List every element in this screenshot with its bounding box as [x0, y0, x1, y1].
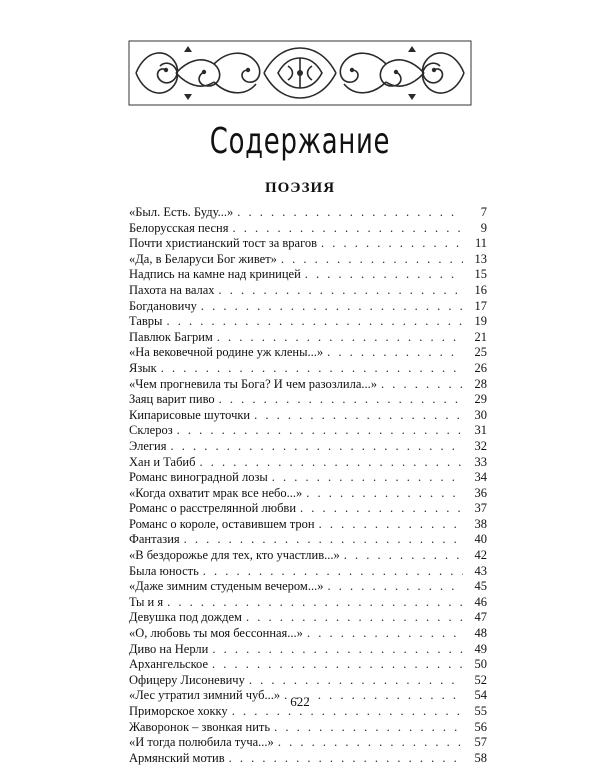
toc-entry: [129, 517, 487, 533]
dot-leader: [219, 283, 463, 299]
toc-entry-page: 38: [474, 516, 487, 531]
dot-leader: [319, 517, 463, 533]
dot-leader: [161, 361, 463, 377]
dot-leader: [166, 314, 463, 330]
dot-leader: [321, 236, 463, 252]
dot-leader: [307, 626, 463, 642]
toc-entry-page: 46: [474, 594, 487, 609]
dot-leader: [201, 299, 463, 315]
toc-entry-page: 19: [474, 314, 487, 329]
toc-entry-page: 34: [474, 470, 487, 485]
toc-entry: [129, 408, 487, 424]
toc-entry: [129, 455, 487, 471]
toc-entry-title: Ты и я: [129, 594, 164, 609]
dot-leader: [327, 579, 463, 595]
toc-entry-title: «И тогда полюбила туча...»: [129, 735, 274, 750]
dot-leader: [281, 252, 463, 268]
toc-entry-title: Хан и Табиб: [129, 454, 196, 469]
toc-entry-title: Язык: [129, 360, 157, 375]
toc-entry-title: «Был. Есть. Буду...»: [129, 205, 234, 219]
toc-entry: [129, 626, 487, 642]
toc-entry-page: 7: [480, 205, 487, 219]
toc-entry-page: 58: [474, 750, 487, 765]
dot-leader: [200, 455, 464, 471]
toc-entry: [129, 205, 487, 221]
toc-entry-title: Романс о короле, оставившем трон: [129, 516, 315, 531]
toc-entry-page: 21: [474, 329, 487, 344]
toc-entry: [129, 423, 487, 439]
toc-entry-title: Павлюк Багрим: [129, 329, 213, 344]
toc-entry-page: 28: [474, 376, 487, 391]
toc-entry-title: Фантазия: [129, 532, 180, 547]
toc-entry: [129, 657, 487, 673]
toc-entry-title: Была юность: [129, 563, 199, 578]
toc-entry: [129, 735, 487, 751]
dot-leader: [327, 345, 463, 361]
dot-leader: [233, 221, 464, 237]
toc-entry-title: Белорусская песня: [129, 220, 229, 235]
toc-entry-title: Тавры: [129, 314, 163, 329]
toc-entry-title: Армянский мотив: [129, 750, 225, 765]
toc-entry-page: 26: [474, 360, 487, 375]
toc-entry: [129, 532, 487, 548]
dot-leader: [229, 751, 463, 766]
toc-entry: [129, 314, 487, 330]
toc-entry-page: 57: [474, 735, 487, 750]
dot-leader: [217, 330, 463, 346]
toc-entry-title: Архангельское: [129, 657, 208, 672]
toc-entry: [129, 299, 487, 315]
toc-entry-page: 55: [474, 704, 487, 718]
page-number: 622: [290, 694, 310, 709]
toc-entry-page: 56: [474, 719, 487, 734]
dot-leader: [212, 657, 463, 673]
toc-entry-page: 40: [474, 532, 487, 547]
toc-entry: [129, 439, 487, 455]
toc-entry-title: Почти христианский тост за врагов: [129, 236, 318, 251]
toc-entry-title: Девушка под дождем: [129, 610, 242, 625]
dot-leader: [246, 610, 463, 626]
toc-entry: [129, 564, 487, 580]
toc-entry: [129, 345, 487, 361]
toc-entry-page: 17: [474, 298, 487, 313]
toc-entry: [129, 579, 487, 595]
toc-entry-title: Романс о расстрелянной любви: [129, 501, 297, 516]
toc-entry-page: 11: [474, 236, 487, 251]
dot-leader: [344, 548, 463, 564]
toc-entry-page: 15: [474, 267, 487, 282]
toc-entry-title: Надпись на камне над криницей: [129, 267, 301, 282]
dot-leader: [305, 267, 463, 283]
dot-leader: [278, 735, 463, 751]
toc-entry-page: 37: [474, 501, 487, 516]
dot-leader: [381, 377, 463, 393]
toc-entry-page: 25: [474, 345, 487, 360]
toc-entry-page: 29: [474, 392, 487, 407]
toc-entry-title: Богдановичу: [129, 298, 197, 313]
toc-entry-title: Пахота на валах: [129, 282, 215, 297]
toc-entry-title: «Чем прогневила ты Бога? И чем разозлила...»: [129, 376, 377, 391]
toc-entry-page: 42: [474, 548, 487, 563]
toc-entry: [129, 330, 487, 346]
toc-entry-title: «В бездорожье для тех, кто участлив...»: [129, 548, 340, 563]
toc-entry-page: 47: [474, 610, 487, 625]
toc-entry-title: Приморское хокку: [129, 704, 228, 718]
toc-entry: [129, 673, 487, 689]
toc-entry: [129, 377, 487, 393]
toc-entry-title: «Лес утратил зимний чуб...»: [129, 688, 281, 703]
toc-entry: [129, 283, 487, 299]
dot-leader: [272, 470, 463, 486]
dot-leader: [184, 532, 463, 548]
toc-entry-title: «Даже зимним студеным вечером...»: [129, 579, 324, 594]
toc-entry: [129, 361, 487, 377]
section-heading: ПОЭЗИЯ: [264, 180, 336, 196]
dot-leader: [274, 720, 463, 736]
toc-entry: [129, 595, 487, 611]
toc-entry-page: 32: [474, 438, 487, 453]
toc-entry-title: «На вековечной родине уж клены...»: [129, 345, 324, 360]
toc-entry-title: Романс виноградной лозы: [129, 470, 268, 485]
dot-leader: [300, 501, 463, 517]
toc-entry: [129, 267, 487, 283]
toc-entry: [129, 252, 487, 268]
toc-entry: [129, 751, 487, 766]
table-of-contents: [129, 205, 487, 766]
toc-entry: [129, 486, 487, 502]
dot-leader: [170, 439, 463, 455]
toc-entry-title: «Когда охватит мрак все небо...»: [129, 485, 303, 500]
toc-entry-page: 16: [474, 282, 487, 297]
toc-entry-page: 13: [474, 251, 487, 266]
toc-entry-page: 9: [480, 220, 487, 235]
toc-entry-title: Элегия: [129, 438, 167, 453]
toc-entry-page: 54: [474, 688, 487, 703]
ornamental-header-banner: [128, 40, 472, 106]
dot-leader: [167, 595, 463, 611]
toc-entry: [129, 610, 487, 626]
toc-entry-title: Заяц варит пиво: [129, 392, 215, 407]
toc-entry-title: Кипарисовые шуточки: [129, 407, 251, 422]
toc-entry-page: 31: [474, 423, 487, 438]
toc-entry-page: 49: [474, 641, 487, 656]
dot-leader: [219, 392, 463, 408]
toc-entry-page: 36: [474, 485, 487, 500]
toc-entry-page: 33: [474, 454, 487, 469]
toc-entry: [129, 642, 487, 658]
dot-leader: [306, 486, 463, 502]
toc-entry-page: 30: [474, 407, 487, 422]
dot-leader: [177, 423, 463, 439]
toc-entry-title: Диво на Нерли: [129, 641, 209, 656]
toc-entry-page: 52: [474, 672, 487, 687]
dot-leader: [237, 205, 463, 221]
toc-entry: [129, 720, 487, 736]
toc-entry: [129, 501, 487, 517]
toc-entry-page: 50: [474, 657, 487, 672]
toc-entry-title: Жаворонок – звонкая нить: [129, 719, 271, 734]
dot-leader: [254, 408, 463, 424]
toc-entry-page: 48: [474, 626, 487, 641]
toc-entry: [129, 221, 487, 237]
toc-entry: [129, 548, 487, 564]
toc-entry: [129, 236, 487, 252]
toc-entry-page: 45: [474, 579, 487, 594]
dot-leader: [203, 564, 463, 580]
toc-entry: [129, 470, 487, 486]
toc-entry-title: Офицеру Лисоневичу: [129, 672, 245, 687]
toc-entry-page: 43: [474, 563, 487, 578]
toc-entry-title: «О, любовь ты моя бессонная...»: [129, 626, 303, 641]
dot-leader: [249, 673, 463, 689]
dot-leader: [212, 642, 463, 658]
toc-entry-title: Склероз: [129, 423, 173, 438]
page-title: Содержание: [209, 121, 391, 162]
toc-entry: [129, 392, 487, 408]
toc-entry-title: «Да, в Беларуси Бог живет»: [129, 251, 277, 266]
